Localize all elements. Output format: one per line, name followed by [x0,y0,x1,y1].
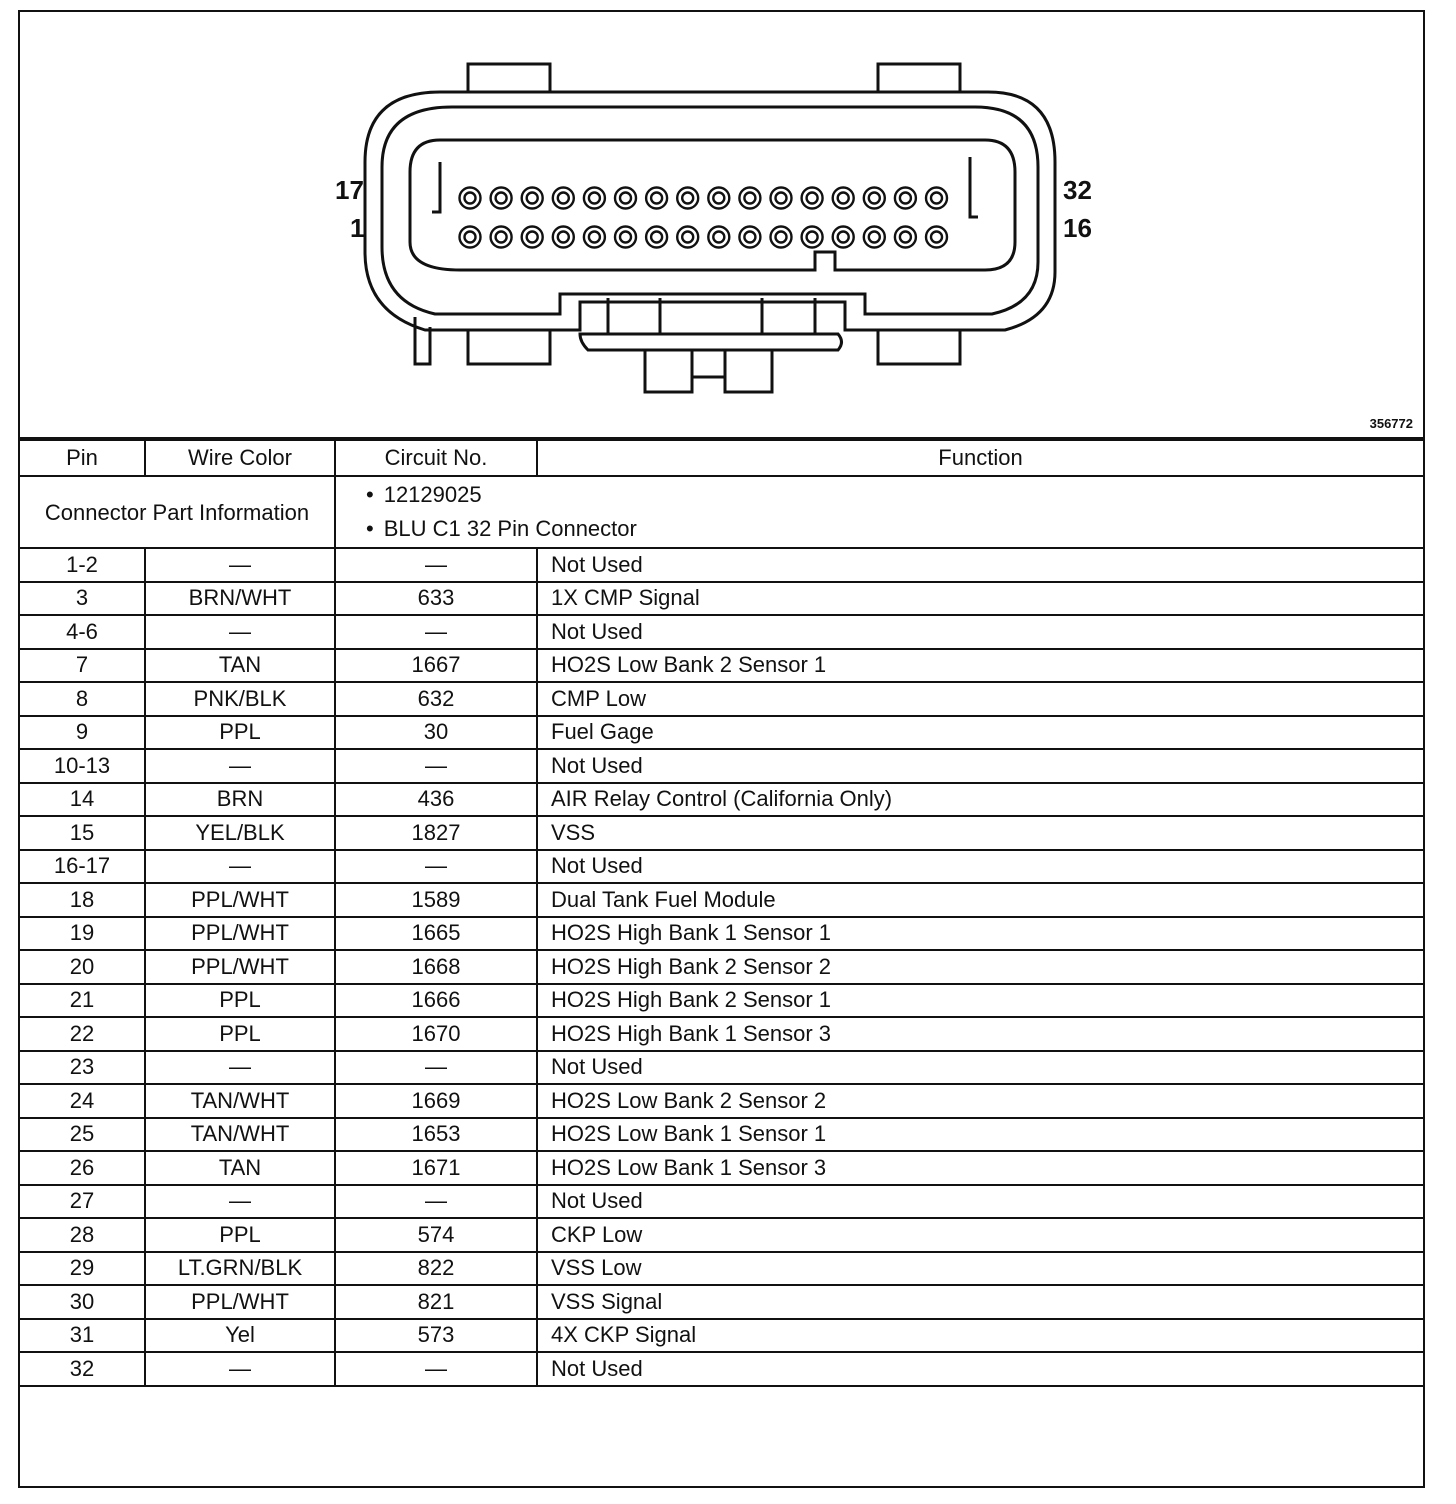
pin-contact [589,232,600,243]
connector-description: • BLU C1 32 Pin Connector [366,512,1423,546]
pin-cavity [864,227,885,248]
connector-info-items [335,476,1423,548]
table-row [20,548,1423,582]
key-right [970,157,978,217]
cell-function: Not Used [537,850,1423,884]
figure-id: 356772 [1369,416,1413,431]
lock-rail [580,334,842,350]
pin-contact [807,193,818,204]
cell-pin: 7 [20,649,145,683]
pin-label-17: 17 [335,175,364,205]
cell-circuit: — [335,1051,537,1085]
cell-wire-color: PPL/WHT [145,917,335,951]
pin-cavity [926,227,947,248]
cell-wire-color: LT.GRN/BLK [145,1252,335,1286]
cell-pin: 20 [20,950,145,984]
pin-cavity [584,188,605,209]
pin-cavity [895,188,916,209]
pin-contact [931,193,942,204]
connector-diagram [20,12,1423,439]
cell-function: HO2S Low Bank 2 Sensor 2 [537,1084,1423,1118]
pin-label-32: 32 [1063,175,1092,205]
pin-contact [589,193,600,204]
pin-cavity [739,188,760,209]
cell-circuit: 1670 [335,1017,537,1051]
cell-pin: 29 [20,1252,145,1286]
pin-cavity [677,227,698,248]
cell-circuit: — [335,615,537,649]
cell-pin: 25 [20,1118,145,1152]
cell-pin: 16-17 [20,850,145,884]
pin-contact [713,193,724,204]
cell-wire-color: — [145,615,335,649]
table-header [20,440,1423,476]
cell-wire-color: PPL [145,1017,335,1051]
cell-circuit: 436 [335,783,537,817]
cell-function: CKP Low [537,1218,1423,1252]
cell-pin: 10-13 [20,749,145,783]
cell-circuit: 1668 [335,950,537,984]
pin-contact [651,232,662,243]
pin-contact [651,193,662,204]
cell-wire-color: — [145,1051,335,1085]
pin-cavity [584,227,605,248]
cell-pin: 9 [20,716,145,750]
pin-cavity [491,188,512,209]
pin-contact [776,232,787,243]
table-row [20,682,1423,716]
cell-function: VSS Low [537,1252,1423,1286]
cell-pin: 18 [20,883,145,917]
pin-contact [900,232,911,243]
pin-cavity [460,227,481,248]
cell-circuit: — [335,850,537,884]
key-left [432,162,440,212]
cell-circuit: 574 [335,1218,537,1252]
pin-cavity [646,227,667,248]
table-row [20,1352,1423,1386]
pin-cavity [802,227,823,248]
table-body [20,548,1423,1386]
connector-drawing [20,12,1423,439]
connector-sheet [18,10,1425,1488]
pin-contact [558,193,569,204]
pin-cavity [895,227,916,248]
cell-wire-color: TAN [145,1151,335,1185]
cell-circuit: 1671 [335,1151,537,1185]
pin-contact [807,232,818,243]
cell-wire-color: — [145,548,335,582]
header-function: Function [537,440,1423,476]
pin-contact [776,193,787,204]
cell-circuit: — [335,749,537,783]
pin-contact [744,232,755,243]
table-row [20,850,1423,884]
cell-pin: 3 [20,582,145,616]
cell-function: Not Used [537,1185,1423,1219]
pin-contact [558,232,569,243]
connector-part-number: • 12129025 [366,478,1423,512]
pin-cavity [864,188,885,209]
connector-info-label: Connector Part Information [20,476,335,548]
table-row [20,716,1423,750]
pin-label-16: 16 [1063,213,1092,243]
cell-circuit: — [335,548,537,582]
cell-pin: 24 [20,1084,145,1118]
cell-pin: 30 [20,1285,145,1319]
pin-contact [869,193,880,204]
cell-wire-color: TAN/WHT [145,1084,335,1118]
cell-pin: 1-2 [20,548,145,582]
table-row [20,917,1423,951]
table-row [20,1151,1423,1185]
cell-function: 1X CMP Signal [537,582,1423,616]
pin-cavity [460,188,481,209]
table-row [20,1118,1423,1152]
pin-contact [838,193,849,204]
pin-contact [620,193,631,204]
latch-top-right [878,64,960,92]
cell-function: AIR Relay Control (California Only) [537,783,1423,817]
table-row [20,1051,1423,1085]
cell-circuit: 633 [335,582,537,616]
cell-circuit: 573 [335,1319,537,1353]
cell-wire-color: YEL/BLK [145,816,335,850]
cell-function: Not Used [537,1051,1423,1085]
table-row [20,1185,1423,1219]
pin-cavity [615,227,636,248]
cell-function: VSS [537,816,1423,850]
table-row [20,649,1423,683]
cell-pin: 14 [20,783,145,817]
tail-left [415,317,430,364]
table-row [20,883,1423,917]
cell-function: HO2S High Bank 2 Sensor 2 [537,950,1423,984]
table-row [20,950,1423,984]
latch-bottom-right [878,330,960,364]
pin-cavity [771,188,792,209]
cell-pin: 28 [20,1218,145,1252]
pin-contact [869,232,880,243]
pin-cavity [491,227,512,248]
pin-cavity [553,188,574,209]
cell-function: Not Used [537,615,1423,649]
pin-cavity [926,188,947,209]
header-pin: Pin [20,440,145,476]
latch-top-left [468,64,550,92]
cell-wire-color: TAN [145,649,335,683]
pin-cavity [802,188,823,209]
cell-circuit: — [335,1185,537,1219]
cell-wire-color: — [145,1185,335,1219]
table-row [20,749,1423,783]
pin-cavity [833,227,854,248]
cell-function: CMP Low [537,682,1423,716]
cell-pin: 21 [20,984,145,1018]
cell-function: HO2S Low Bank 1 Sensor 1 [537,1118,1423,1152]
cell-wire-color: PPL [145,1218,335,1252]
header-circuit: Circuit No. [335,440,537,476]
cell-pin: 15 [20,816,145,850]
cell-function: Dual Tank Fuel Module [537,883,1423,917]
cell-function: HO2S Low Bank 1 Sensor 3 [537,1151,1423,1185]
cell-function: VSS Signal [537,1285,1423,1319]
cell-function: HO2S Low Bank 2 Sensor 1 [537,649,1423,683]
cell-circuit: 1665 [335,917,537,951]
cell-circuit: 1653 [335,1118,537,1152]
cell-function: Not Used [537,1352,1423,1386]
table-row [20,1084,1423,1118]
cell-wire-color: PPL/WHT [145,1285,335,1319]
table-row [20,1252,1423,1286]
cell-wire-color: PNK/BLK [145,682,335,716]
pin-contact [465,232,476,243]
pin-cavity [771,227,792,248]
cell-wire-color: — [145,1352,335,1386]
pin-cavity [739,227,760,248]
cell-wire-color: Yel [145,1319,335,1353]
cell-wire-color: — [145,749,335,783]
cell-pin: 32 [20,1352,145,1386]
table-row [20,615,1423,649]
cell-function: Not Used [537,749,1423,783]
pin-contact [620,232,631,243]
table-row [20,582,1423,616]
cell-wire-color: — [145,850,335,884]
pin-contact [900,193,911,204]
pin-cavity [708,227,729,248]
pin-cavity [615,188,636,209]
cell-wire-color: PPL/WHT [145,950,335,984]
table-row [20,984,1423,1018]
pinout-table [20,439,1423,1387]
cell-circuit: 1666 [335,984,537,1018]
table-row [20,1285,1423,1319]
cell-wire-color: PPL [145,984,335,1018]
pin-label-1: 1 [350,213,365,243]
cell-circuit: 822 [335,1252,537,1286]
cell-wire-color: BRN [145,783,335,817]
table-row [20,783,1423,817]
pin-contact [682,193,693,204]
cell-circuit: — [335,1352,537,1386]
lock-tab [645,350,772,392]
cell-circuit: 1589 [335,883,537,917]
cell-circuit: 821 [335,1285,537,1319]
shell-inner [382,107,1038,314]
table-row [20,1319,1423,1353]
latch-bottom-left [468,330,550,364]
cell-pin: 19 [20,917,145,951]
pin-contact [496,193,507,204]
pin-cavity [833,188,854,209]
lock-tab-inner [692,350,725,377]
pin-contact [713,232,724,243]
cell-function: HO2S High Bank 2 Sensor 1 [537,984,1423,1018]
pin-cavity [677,188,698,209]
cell-function: Not Used [537,548,1423,582]
cell-circuit: 1669 [335,1084,537,1118]
cell-pin: 26 [20,1151,145,1185]
pin-contact [931,232,942,243]
pin-cavity [522,227,543,248]
pin-cavity [708,188,729,209]
pin-contact [527,193,538,204]
cell-pin: 22 [20,1017,145,1051]
cell-wire-color: PPL/WHT [145,883,335,917]
cell-pin: 27 [20,1185,145,1219]
table-row [20,1218,1423,1252]
pin-contact [838,232,849,243]
cell-function: Fuel Gage [537,716,1423,750]
pin-contact [744,193,755,204]
connector-info [20,476,1423,548]
cell-function: HO2S High Bank 1 Sensor 1 [537,917,1423,951]
cell-circuit: 1827 [335,816,537,850]
pin-contact [496,232,507,243]
cell-wire-color: BRN/WHT [145,582,335,616]
cell-pin: 23 [20,1051,145,1085]
cell-circuit: 632 [335,682,537,716]
cell-function: 4X CKP Signal [537,1319,1423,1353]
cell-wire-color: TAN/WHT [145,1118,335,1152]
cell-wire-color: PPL [145,716,335,750]
header-wire-color: Wire Color [145,440,335,476]
cell-pin: 4-6 [20,615,145,649]
cell-pin: 31 [20,1319,145,1353]
cell-function: HO2S High Bank 1 Sensor 3 [537,1017,1423,1051]
pin-contact [682,232,693,243]
table-row [20,816,1423,850]
pin-cavity [553,227,574,248]
pin-cavity [522,188,543,209]
table-row [20,1017,1423,1051]
cell-circuit: 1667 [335,649,537,683]
pin-contact [527,232,538,243]
pin-cavity [646,188,667,209]
cell-pin: 8 [20,682,145,716]
pin-contact [465,193,476,204]
cell-circuit: 30 [335,716,537,750]
